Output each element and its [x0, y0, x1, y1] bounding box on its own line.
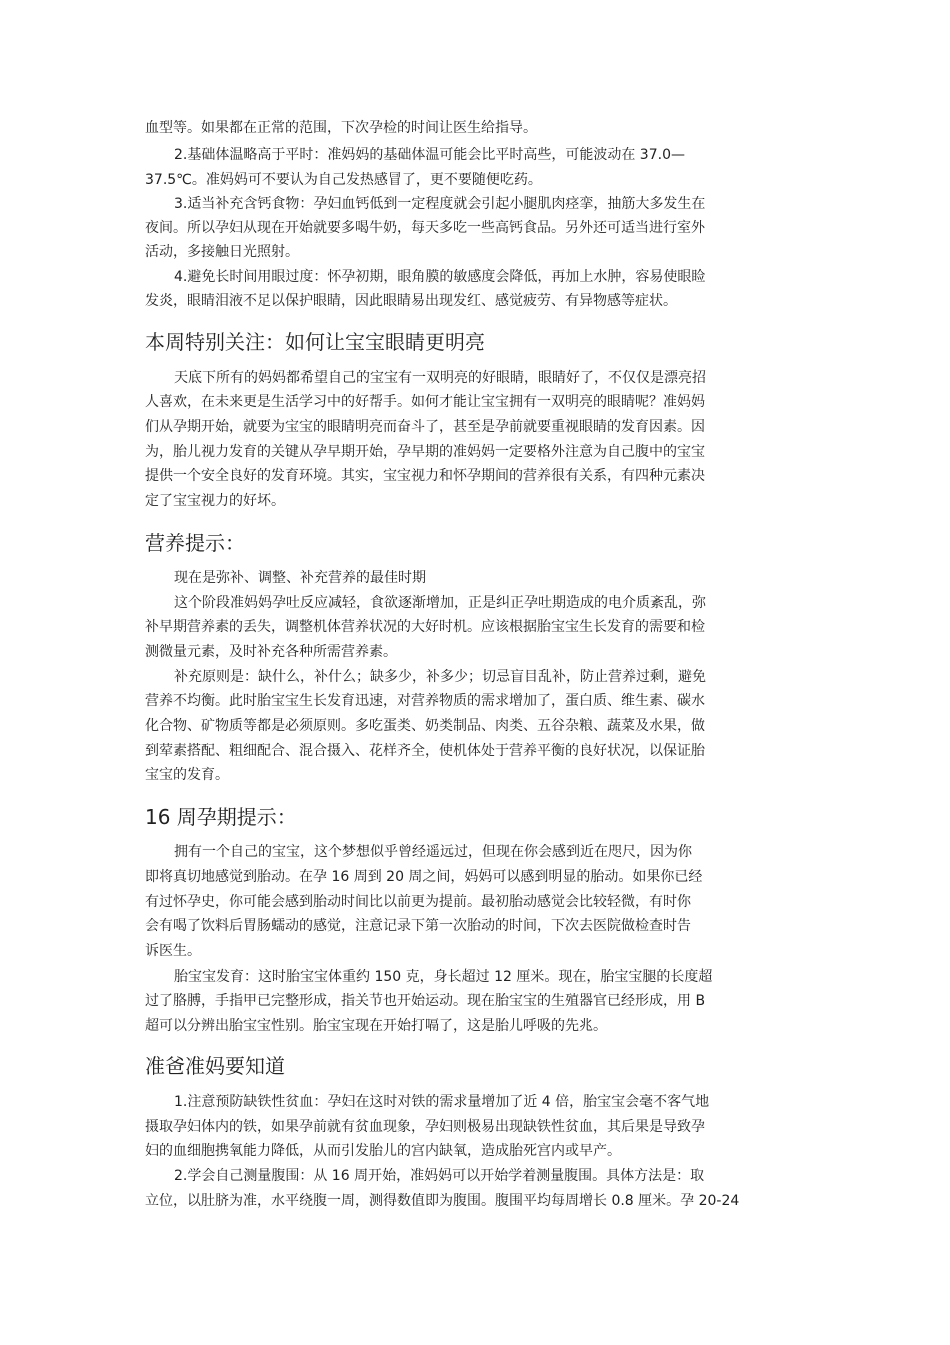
paragraph-line: 为，胎儿视力发育的关键从孕早期开始，孕早期的准妈妈一定要格外注意为自己腹中的宝宝 [145, 444, 705, 460]
paragraph-line: 到荤素搭配、粗细配合、混合摄入、花样齐全，使机体处于营养平衡的良好状况，以保证胎 [145, 743, 705, 759]
section-heading: 16 周孕期提示： [145, 805, 297, 829]
paragraph-line: 宝宝的发育。 [145, 767, 229, 783]
paragraph-line: 立位，以肚脐为准，水平绕腹一周，测得数值即为腹围。腹围平均每周增长 0.8 厘米。孕 20-24 [145, 1193, 740, 1209]
paragraph-line: 有过怀孕史，你可能会感到胎动时间比以前更为提前。最初胎动感觉会比较轻微，有时你 [145, 894, 691, 910]
paragraph-line: 测微量元素，及时补充各种所需营养素。 [145, 644, 397, 660]
paragraph-line: 营养不均衡。此时胎宝宝生长发育迅速，对营养物质的需求增加了，蛋白质、维生素、碳水 [145, 693, 705, 709]
paragraph-line: 37.5℃。准妈妈可不要认为自己发热感冒了，更不要随便吃药。 [145, 172, 542, 188]
paragraph-line: 过了胳膊，手指甲已完整形成，指关节也开始运动。现在胎宝宝的生殖器官已经形成，用 B [145, 993, 706, 1009]
paragraph-line: 3.适当补充含钙食物：孕妇血钙低到一定程度就会引起小腿肌肉痉挛，抽筋大多发生在 [174, 196, 706, 212]
paragraph-line: 2.基础体温略高于平时：准妈妈的基础体温可能会比平时高些，可能波动在 37.0— [174, 147, 685, 163]
paragraph-line: 现在是弥补、调整、补充营养的最佳时期 [174, 570, 426, 586]
paragraph-line: 摄取孕妇体内的铁，如果孕前就有贫血现象，孕妇则极易出现缺铁性贫血，其后果是导致孕 [145, 1119, 705, 1135]
paragraph-line: 这个阶段准妈妈孕吐反应减轻，食欲逐渐增加，正是纠正孕吐期造成的电介质紊乱，弥 [174, 595, 706, 611]
section-heading: 本周特别关注：如何让宝宝眼睛更明亮 [145, 330, 485, 354]
paragraph-line: 血型等。如果都在正常的范围，下次孕检的时间让医生给指导。 [145, 120, 537, 136]
paragraph-line: 夜间。所以孕妇从现在开始就要多喝牛奶，每天多吃一些高钙食品。另外还可适当进行室外 [145, 220, 705, 236]
section-heading: 准爸准妈要知道 [145, 1054, 285, 1078]
paragraph-line: 活动，多接触日光照射。 [145, 244, 299, 260]
paragraph-line: 会有喝了饮料后胃肠蠕动的感觉，注意记录下第一次胎动的时间，下次去医院做检查时告 [145, 918, 691, 934]
paragraph-line: 人喜欢，在未来更是生活学习中的好帮手。如何才能让宝宝拥有一双明亮的眼睛呢？准妈妈 [145, 394, 705, 410]
paragraph-line: 补充原则是：缺什么，补什么；缺多少，补多少；切忌盲目乱补，防止营养过剩，避免 [174, 669, 706, 685]
paragraph-line: 提供一个安全良好的发育环境。其实，宝宝视力和怀孕期间的营养很有关系，有四种元素决 [145, 468, 705, 484]
paragraph-line: 天底下所有的妈妈都希望自己的宝宝有一双明亮的好眼睛，眼睛好了，不仅仅是漂亮招 [174, 370, 706, 386]
section-heading: 营养提示： [145, 531, 245, 555]
paragraph-line: 即将真切地感觉到胎动。在孕 16 周到 20 周之间，妈妈可以感到明显的胎动。如果你已经 [145, 869, 703, 885]
paragraph-line: 胎宝宝发育：这时胎宝宝体重约 150 克，身长超过 12 厘米。现在，胎宝宝腿的长度超 [174, 969, 713, 985]
paragraph-line: 4.避免长时间用眼过度：怀孕初期，眼角膜的敏感度会降低，再加上水肿，容易使眼睑 [174, 269, 706, 285]
paragraph-line: 拥有一个自己的宝宝，这个梦想似乎曾经遥远过，但现在你会感到近在咫尺，因为你 [174, 844, 692, 860]
paragraph-line: 2.学会自己测量腹围：从 16 周开始，准妈妈可以开始学着测量腹围。具体方法是：取 [174, 1168, 705, 1184]
paragraph-line: 补早期营养素的丢失，调整机体营养状况的大好时机。应该根据胎宝宝生长发育的需要和检 [145, 619, 705, 635]
paragraph-line: 1.注意预防缺铁性贫血：孕妇在这时对铁的需求量增加了近 4 倍，胎宝宝会毫不客气地 [174, 1094, 710, 1110]
paragraph-line: 定了宝宝视力的好坏。 [145, 493, 285, 509]
paragraph-line: 化合物、矿物质等都是必须原则。多吃蛋类、奶类制品、肉类、五谷杂粮、蔬菜及水果，做 [145, 718, 705, 734]
paragraph-line: 超可以分辨出胎宝宝性别。胎宝宝现在开始打嗝了，这是胎儿呼吸的先兆。 [145, 1018, 607, 1034]
paragraph-line: 发炎，眼睛泪液不足以保护眼睛，因此眼睛易出现发红、感觉疲劳、有异物感等症状。 [145, 293, 677, 309]
paragraph-line: 诉医生。 [145, 943, 201, 959]
paragraph-line: 们从孕期开始，就要为宝宝的眼睛明亮而奋斗了，甚至是孕前就要重视眼睛的发育因素。因 [145, 419, 705, 435]
paragraph-line: 妇的血细胞携氧能力降低，从而引发胎儿的宫内缺氧，造成胎死宫内或早产。 [145, 1143, 621, 1159]
